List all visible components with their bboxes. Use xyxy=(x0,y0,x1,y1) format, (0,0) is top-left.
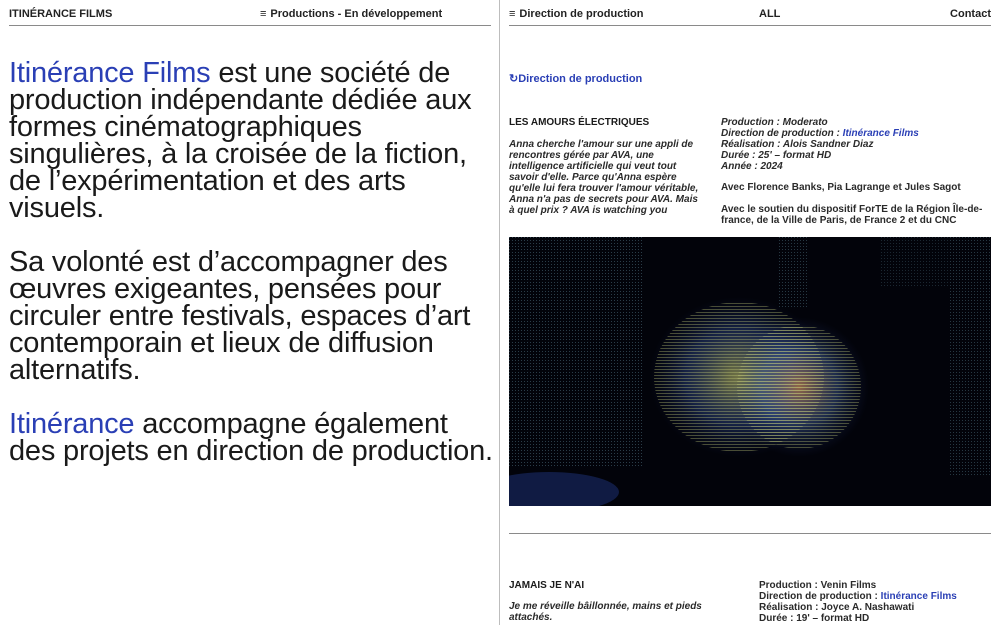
brand-highlight: Itinérance xyxy=(9,408,135,440)
itinerance-link[interactable]: Itinérance Films xyxy=(842,128,919,139)
left-topbar xyxy=(9,0,491,26)
direction-menu-label: Direction de production xyxy=(519,8,644,20)
hamburger-icon: ≡ xyxy=(260,8,267,20)
contact-link[interactable]: Contact xyxy=(950,8,991,20)
itinerance-link[interactable]: Itinérance Films xyxy=(880,591,957,602)
productions-menu-label: Productions - En développement xyxy=(270,8,443,20)
project-video-still[interactable] xyxy=(509,237,991,506)
brand-highlight: Itinérance Films xyxy=(9,57,211,89)
direction-menu[interactable] xyxy=(509,8,643,20)
hamburger-icon: ≡ xyxy=(509,8,516,20)
project-credits: Production : Moderato Direction de production : Itinérance Films Réalisation : Alois Sandner Diaz Durée : 25' – format HD Année : 2024 xyxy=(721,117,919,172)
right-topbar xyxy=(509,0,991,26)
project-description: Anna cherche l'amour sur une appli de rencontres gérée par AVA, une intelligence artificielle qui veut tout savoir d'elle. Parce qu'Anna espère qu'elle lui fera trouver l'amour véritable, Anna n'a pas de secrets pour AVA. Mais à quel prix ? AVA is watching you xyxy=(509,139,699,216)
intro-paragraph-3: Itinérance accompagne également des projets en direction de production. xyxy=(9,408,493,467)
project-cast: Avec Florence Banks, Pia Lagrange et Jules Sagot xyxy=(721,182,961,193)
section-direction-de-production[interactable]: ↻Direction de production xyxy=(509,73,643,85)
intro-paragraph-2: Sa volonté est d’accompagner des œuvres exigeantes, pensées pour circuler entre festivals, espaces d’art contemporain et lieux de diffusion alternatifs. xyxy=(9,246,471,386)
point-cloud-image xyxy=(509,237,991,506)
brand-logo[interactable]: ITINÉRANCE FILMS xyxy=(9,8,113,20)
project-title[interactable]: JAMAIS JE N'AI xyxy=(509,580,585,591)
intro-text xyxy=(9,57,494,492)
refresh-arrow-icon: ↻ xyxy=(509,73,519,85)
project-separator xyxy=(509,533,991,534)
project-title[interactable]: LES AMOURS ÉLECTRIQUES xyxy=(509,117,650,128)
project-support: Avec le soutien du dispositif ForTE de la Région Île-de-france, de la Ville de Paris, de France 2 et du CNC xyxy=(721,204,983,226)
intro-paragraph-1: Itinérance Films est une société de production indépendante dédiée aux formes cinématographiques singulières, à la croisée de la fiction, de l’expérimentation et des arts visuels. xyxy=(9,57,472,224)
project-description: Je me réveille bâillonnée, mains et pieds attachés. xyxy=(509,601,702,623)
project-credits: Production : Venin Films Direction de production : Itinérance Films Réalisation : Joyce A. Nashawati Durée : 19' – format HD xyxy=(759,580,957,624)
right-panel xyxy=(500,0,1000,625)
productions-menu[interactable] xyxy=(260,8,442,20)
filter-all[interactable]: ALL xyxy=(759,8,781,20)
left-panel xyxy=(0,0,499,625)
